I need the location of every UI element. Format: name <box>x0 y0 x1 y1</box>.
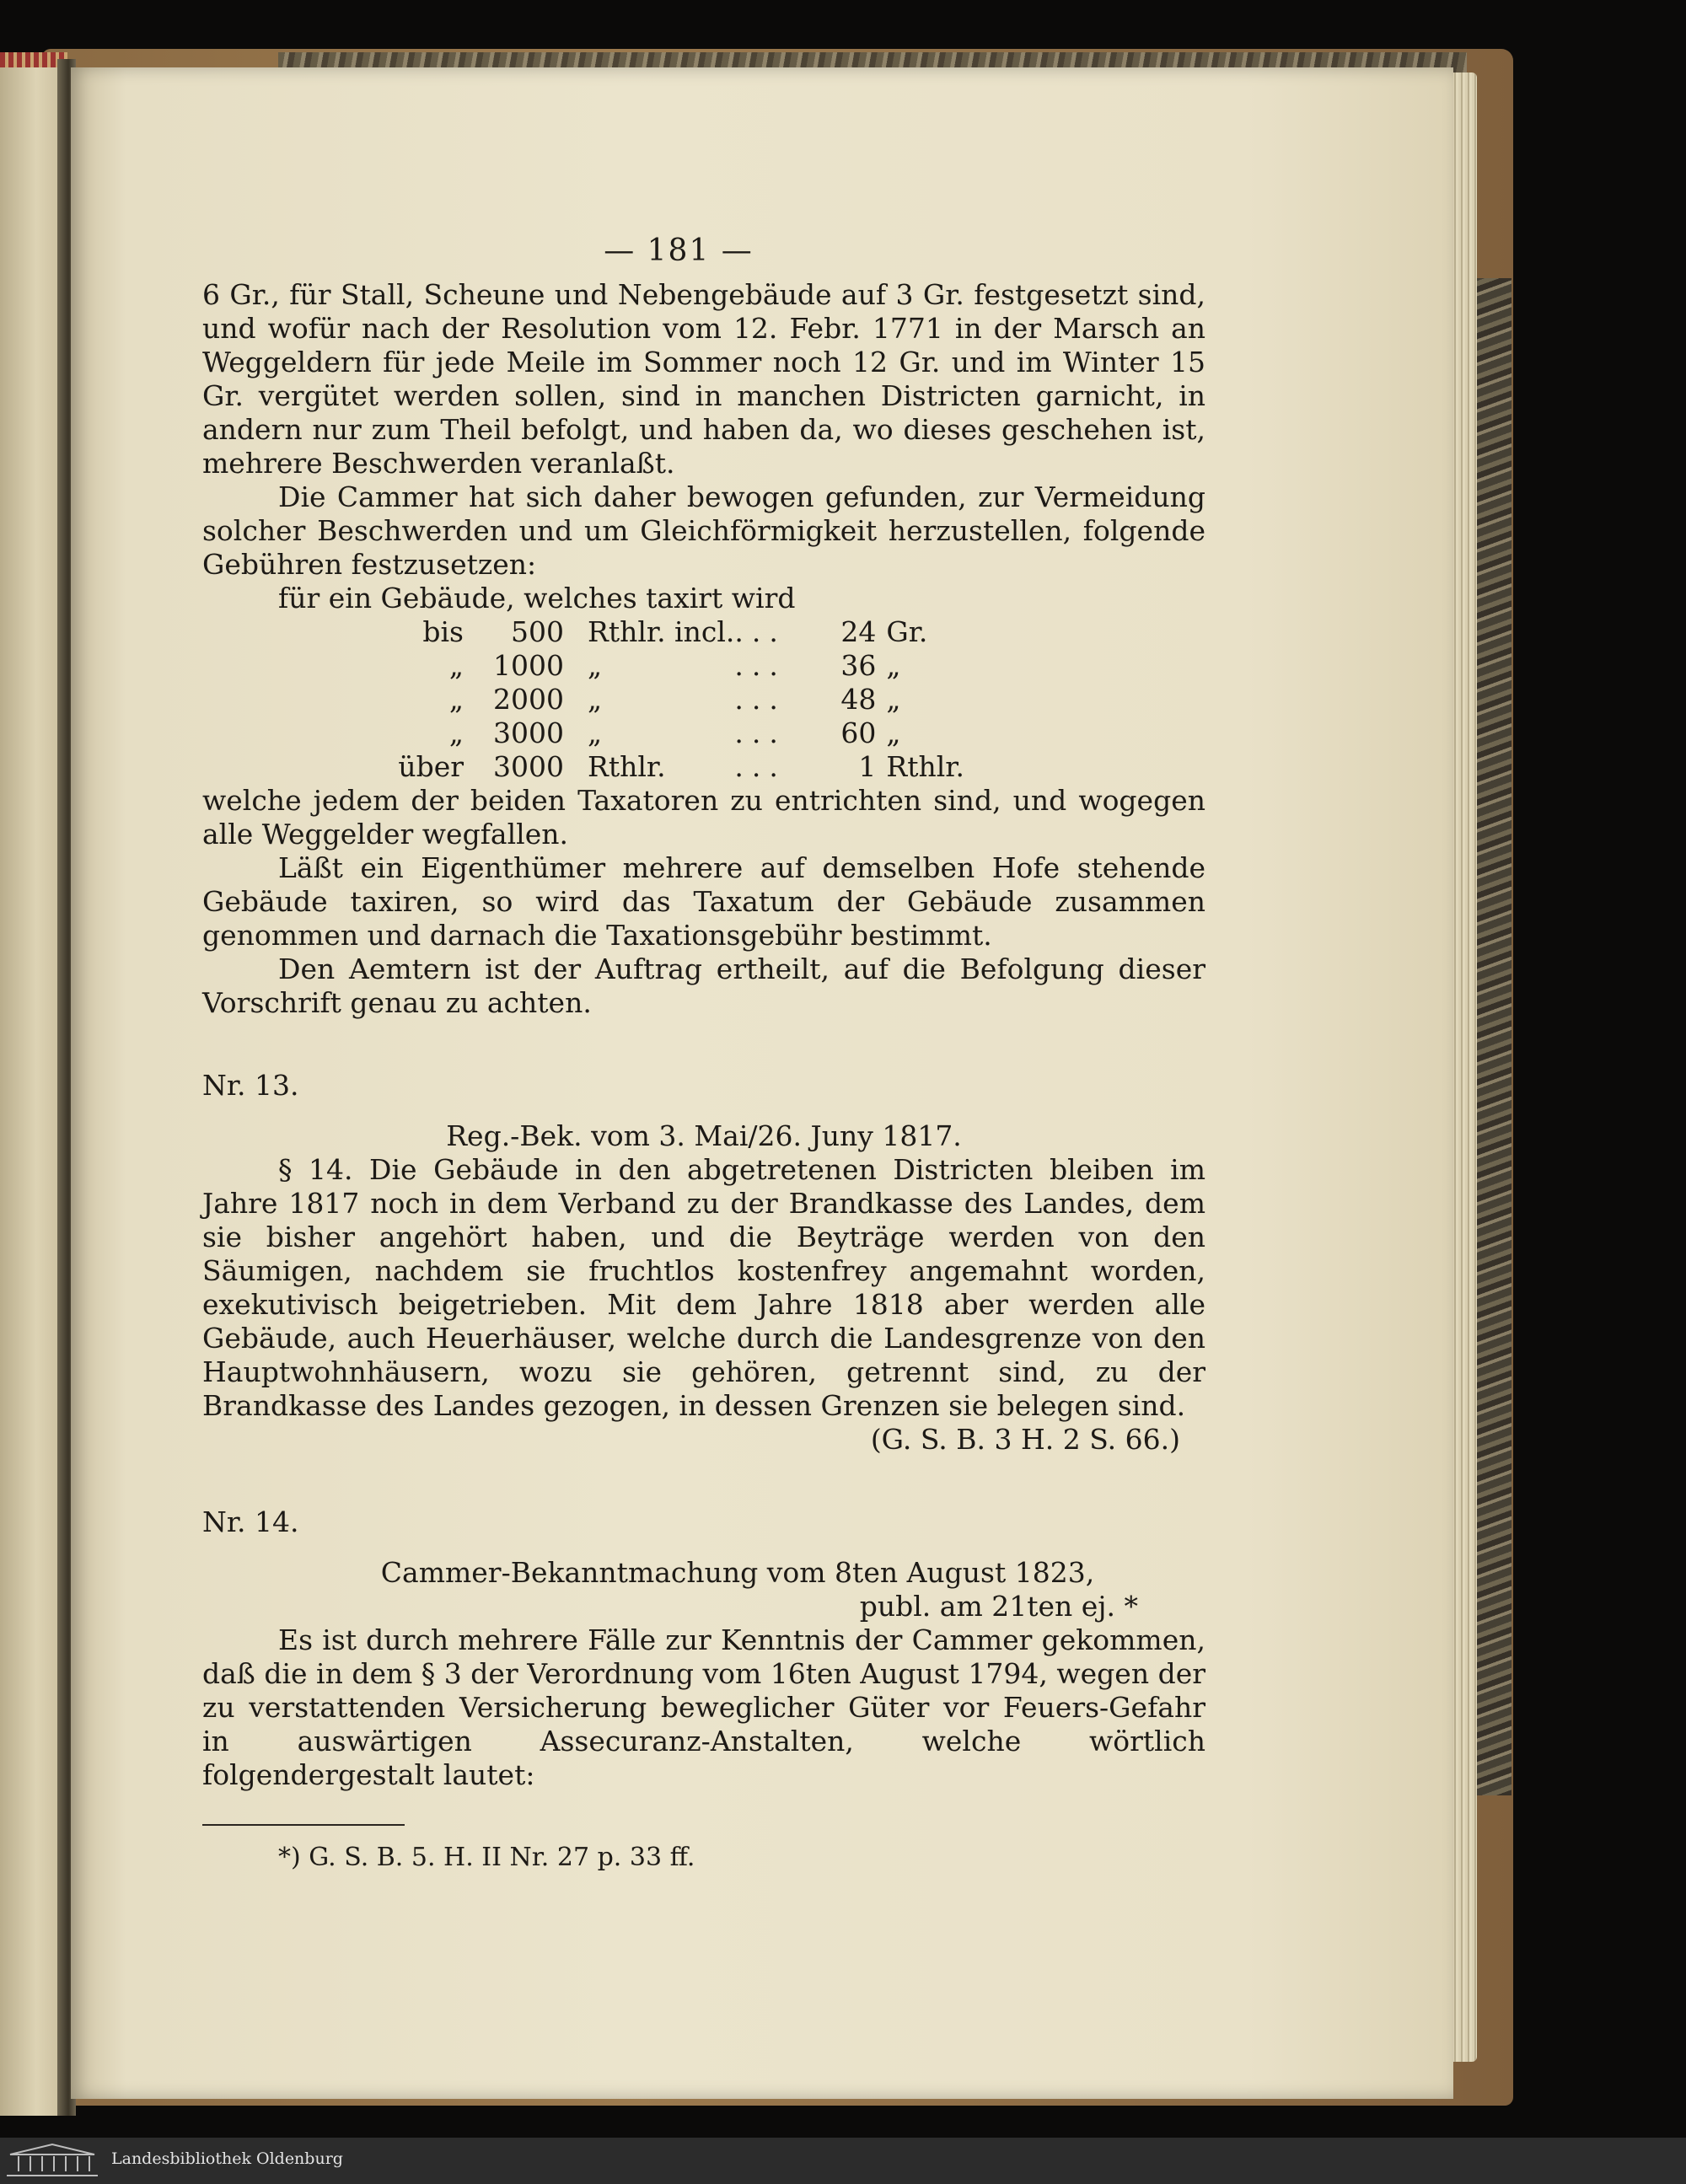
fee-row <box>202 716 987 750</box>
fee-unit: „ <box>588 649 603 682</box>
fee-value: 60 <box>840 716 877 749</box>
fee-value: 36 <box>840 649 877 682</box>
page-number: — 181 — <box>604 233 754 268</box>
fee-dots: ... <box>734 750 787 783</box>
fee-value: 1 <box>858 750 877 783</box>
fee-unit: „ <box>588 716 603 749</box>
fee-amount: 3000 <box>493 716 564 749</box>
library-building-icon <box>7 2143 98 2176</box>
section-number-13: Nr. 13. <box>202 1069 299 1102</box>
fee-amount: 1000 <box>493 649 564 682</box>
library-footer-bar <box>0 2138 1686 2184</box>
section-13-heading: Reg.-Bek. vom 3. Mai/26. Juny 1817. <box>446 1119 962 1152</box>
fee-dots: ... <box>734 683 787 716</box>
section-13-source: (G. S. B. 3 H. 2 S. 66.) <box>870 1423 1180 1456</box>
paragraph-5: Den Aemtern ist der Auftrag ertheilt, auf die Befolgung dieser Vorschrift genau zu achten. <box>202 952 1205 1019</box>
section-number-14: Nr. 14. <box>202 1505 299 1538</box>
fee-prefix: „ <box>448 716 464 749</box>
fee-amount: 3000 <box>493 750 564 783</box>
fee-value-unit: Rthlr. <box>886 750 964 783</box>
paragraph-1: 6 Gr., für Stall, Scheune und Nebengebäude auf 3 Gr. festgesetzt sind, und wofür nach der Resolution vom 12. Febr. 1771 in der Marsch an Weggeldern für jede Meile im Sommer noch 12 Gr. und im Winter 15 Gr. vergütet werden sollen, sind in manchen Districten garnicht, in andern nur zum Theil befolgt, und haben da, wo dieses geschehen ist, mehrere Beschwerden veranlaßt. <box>202 278 1205 480</box>
fee-prefix: „ <box>448 649 464 682</box>
paragraph-3: welche jedem der beiden Taxatoren zu entrichten sind, und wogegen alle Weggelder wegfallen. <box>202 784 1205 851</box>
fee-value: 48 <box>840 683 877 716</box>
fee-table <box>202 615 987 784</box>
previous-page-edge <box>0 59 66 2116</box>
fee-value-unit: „ <box>886 649 901 682</box>
fee-value-unit: „ <box>886 716 901 749</box>
fee-unit: Rthlr. <box>588 750 666 783</box>
section-14-text: Es ist durch mehrere Fälle zur Kenntnis der Cammer gekommen, daß die in dem § 3 der Verordnung vom 16ten August 1794, wegen der zu verstattenden Versicherung beweglicher Güter vor Feuers-Gefahr in auswärtigen Assecuranz-Anstalten, welche wörtlich folgendergestalt lautet: <box>202 1623 1205 1791</box>
section-14-subheading: publ. am 21ten ej. * <box>859 1590 1138 1623</box>
section-14-heading: Cammer-Bekanntmachung vom 8ten August 1823, <box>380 1556 1095 1589</box>
fee-dots: ... <box>734 649 787 682</box>
fee-unit: Rthlr. incl. <box>588 615 735 648</box>
page-text <box>202 234 1205 1875</box>
fee-value-unit: „ <box>886 683 901 716</box>
fee-dots: ... <box>734 615 787 648</box>
section-13-text: § 14. Die Gebäude in den abgetretenen Districten bleiben im Jahre 1817 noch in dem Verband zu der Brandkasse des Landes, dem sie bisher angehört haben, und die Beyträge werden von den Säumigen, nachdem sie fruchtlos kostenfrey angemahnt worden, exekutivisch beigetrieben. Mit dem Jahre 1818 aber werden alle Gebäude, auch Heuerhäuser, welche durch die Landesgrenze von den Hauptwohnhäusern, wozu sie gehören, getrennt sind, zu der Brandkasse des Landes gezogen, in dessen Grenzen sie belegen sind. <box>202 1153 1205 1422</box>
fee-unit: „ <box>588 683 603 716</box>
fee-prefix: über <box>398 750 464 783</box>
fee-value-unit: Gr. <box>886 615 928 648</box>
footnote: *) G. S. B. 5. H. II Nr. 27 p. 33 ff. <box>278 1843 695 1872</box>
paragraph-4: Läßt ein Eigenthümer mehrere auf demselben Hofe stehende Gebäude taxiren, so wird das Taxatum der Gebäude zusammen genommen und darnach die Taxationsgebühr bestimmt. <box>202 851 1205 952</box>
fee-row <box>202 683 987 716</box>
fee-prefix: „ <box>448 683 464 716</box>
fee-table-intro: für ein Gebäude, welches taxirt wird <box>278 582 796 614</box>
fee-dots: ... <box>734 716 787 749</box>
paragraph-2: Die Cammer hat sich daher bewogen gefunden, zur Vermeidung solcher Beschwerden und um Gleichförmigkeit herzustellen, folgende Gebühren festzusetzen: <box>202 480 1205 581</box>
fee-amount: 2000 <box>493 683 564 716</box>
library-name: Landesbibliothek Oldenburg <box>111 2149 343 2168</box>
fee-row <box>202 615 987 649</box>
fee-amount: 500 <box>511 615 564 648</box>
fee-row <box>202 750 987 784</box>
fee-prefix: bis <box>422 615 464 648</box>
fee-value: 24 <box>840 615 877 648</box>
fee-row <box>202 649 987 683</box>
footnote-rule <box>202 1824 405 1826</box>
